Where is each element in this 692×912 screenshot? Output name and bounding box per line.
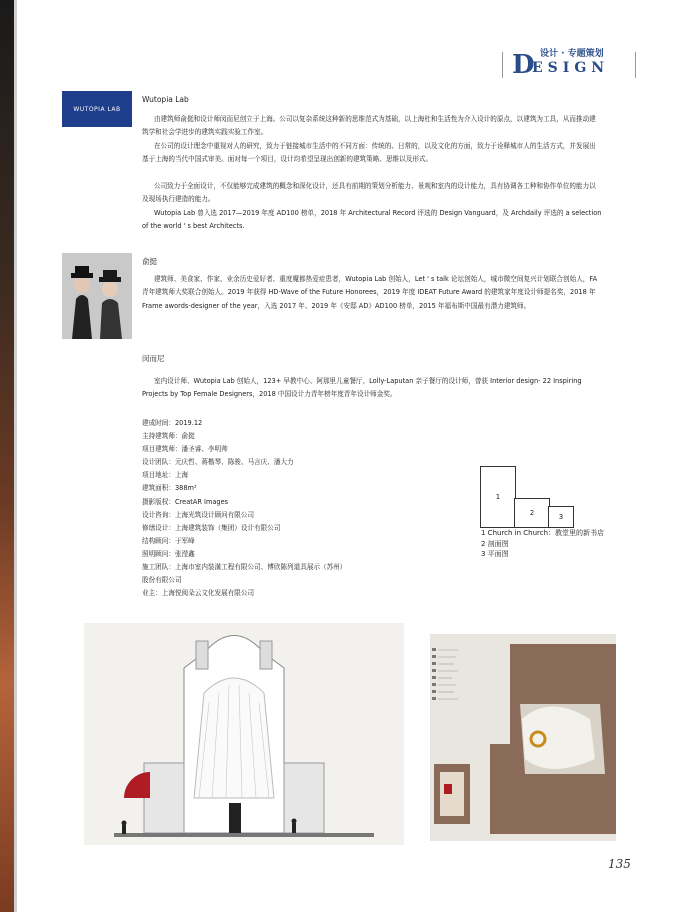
legend-item: 2 剖面图 bbox=[481, 539, 509, 548]
yu-bio: 建筑师、美食家、作家、业余历史爱好者、重度魔都热爱症患者，Wutopia Lab 创始人，Let ' s talk 论坛创始人，城市微空间复兴计划联合创始人，FA 青年建筑师大奖联合创始人。2019 年获得 HD-Wave of the Future Honorees，2019 年度 IDEAT Future Award 的建筑家年度设计师提名奖，2018 年 Frame awords-designer of the year，入选 2017 年、2019 年《安邸 AD》AD100 榜单，2015 年福布斯中国最有潜力建筑师。 bbox=[142, 275, 598, 310]
credit-line: 业主：上海悦阅朵云文化发展有限公司 bbox=[142, 589, 255, 598]
company-name: Wutopia Lab bbox=[142, 95, 189, 104]
brand-divider bbox=[502, 52, 503, 78]
section-brand bbox=[502, 46, 632, 80]
page-edge bbox=[14, 0, 17, 912]
book-spine bbox=[0, 0, 14, 912]
company-para-1: 由建筑师俞挺和设计师闵而尼创立于上海。公司以复杂系统这种新的思维范式为基础，以上海杜和生活性为介入设计的原点，以建筑为工具，从而推动建筑学和社会学进步的建筑实践实验工作室。 bbox=[142, 115, 596, 137]
credit-line: 照明顾问：张滢鑫 bbox=[142, 549, 195, 558]
brand-cn-label: 设计 · 专题策划 bbox=[540, 49, 604, 59]
credit-line: 主持建筑师：俞挺 bbox=[142, 432, 195, 441]
credit-line: 施工团队：上海市室内装潢工程有限公司、博欣陈列道具展示（苏州） bbox=[142, 563, 347, 572]
project-credits bbox=[142, 417, 442, 600]
layout-box-1: 1 bbox=[480, 466, 516, 528]
section-drawing bbox=[84, 623, 404, 845]
legend-item: 3 平面图 bbox=[481, 550, 509, 558]
min-bio: 室内设计师、Wutopia Lab 创始人，123+ 早教中心、阿那里儿童餐厅、Lolly-Laputan 亲子餐厅的设计师，曾获 Interior design- 22 Inspiring Projects by Top Female Designers，2018 中国设计力青年榜年度青年设计师金奖。 bbox=[142, 377, 582, 399]
layout-box-2: 2 bbox=[514, 498, 550, 528]
brand-divider-right bbox=[635, 52, 636, 78]
floor-plan-drawing bbox=[430, 634, 616, 841]
credit-line: 设计团队：元庆哲、蒋楷琴、陈骏、马言庆、潘大力 bbox=[142, 458, 294, 467]
credit-line: 设计咨询：上海光筑设计顾问有限公司 bbox=[142, 510, 255, 519]
company-para-4: Wutopia Lab 曾入选 2017—2019 年度 AD100 榜单，2018 年 Architectural Record 评选的 Design Vanguard，及 Archdaily 评选的 a selection of the world ' s best Architects. bbox=[142, 209, 602, 231]
credit-line: 股份有限公司 bbox=[142, 576, 182, 585]
yu-name: 俞挺 bbox=[142, 257, 157, 266]
brand-d-letter: D bbox=[512, 50, 535, 80]
legend-item: 1 Church in Church：教堂里的新书店 bbox=[481, 529, 605, 537]
credit-line: 建成时间：2019.12 bbox=[142, 419, 203, 427]
credit-line: 修缮设计：上海建筑装饰（集团）设计有限公司 bbox=[142, 523, 281, 532]
credit-line: 结构顾问：于军峰 bbox=[142, 536, 195, 545]
credit-line: 项目地址：上海 bbox=[142, 471, 189, 480]
brand-design-word: ESIGN bbox=[532, 60, 610, 76]
layout-box-3: 3 bbox=[548, 506, 574, 528]
credit-line: 建筑面积：388m² bbox=[142, 484, 197, 493]
company-para-2: 在公司的设计理念中重视对人的研究，致力于链接城市生活中的不同方面：传统的、日常的，以及文化的方面，致力于诠释城市人的生活方式，并发展出基于上海的当代中国式审美。面对每一个项目，设计均希望呈现出创新的建筑策略、思维以及形式。 bbox=[142, 142, 596, 164]
min-name: 闵而尼 bbox=[142, 354, 165, 363]
wutopia-logo: WUTOPIA LAB bbox=[62, 91, 132, 127]
credit-line: 摄影版权：CreatAR Images bbox=[142, 497, 229, 506]
founders-photo bbox=[62, 253, 132, 339]
figure-legend bbox=[481, 528, 604, 560]
company-para-3: 公司致力于全面设计，不仅能够完成建筑的概念和深化设计，还具有前期的策划分析能力、景观和室内的设计能力，具有协调各工种和协作单位的能力以及现场执行建造的能力。 bbox=[142, 182, 596, 204]
page-number: 135 bbox=[608, 857, 631, 871]
credit-line: 项目建筑师：潘圣睿、李明帅 bbox=[142, 445, 228, 454]
